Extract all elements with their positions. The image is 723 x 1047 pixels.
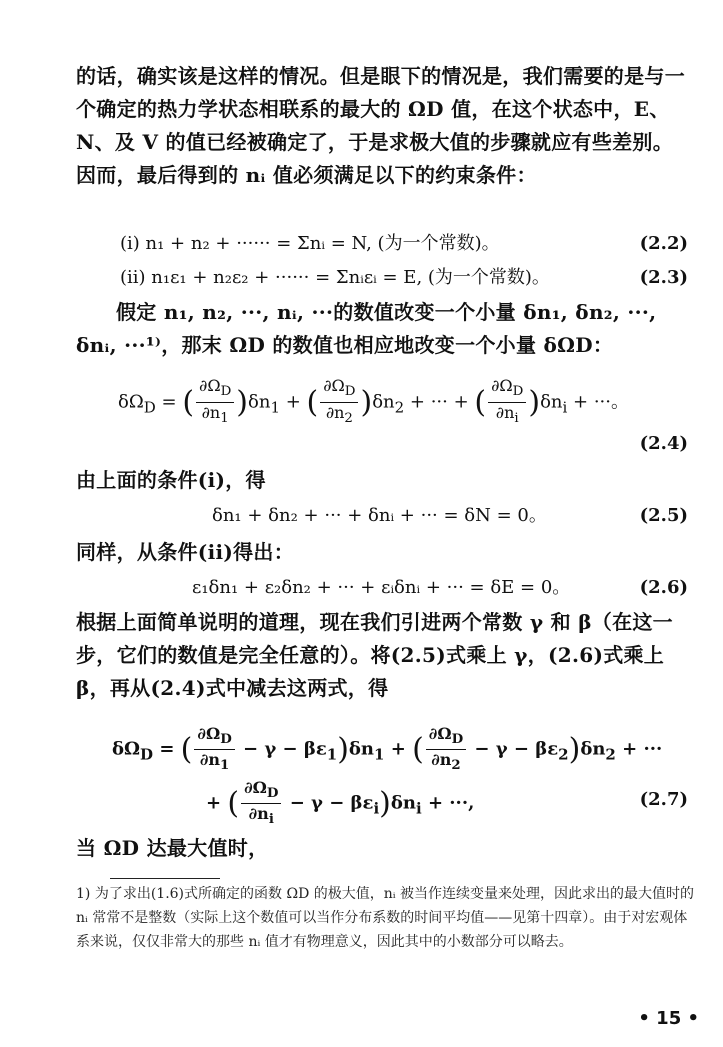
equation-2-5-number: (2.5)	[639, 505, 688, 526]
equation-2-2-expr: (i) n₁ + n₂ + ······ = Σnᵢ = N, (为一个常数)。	[120, 233, 500, 254]
equation-2-4-expr: $\delta\Omega_D$ = ( $\frac{\partial\Omega_D}{\partial n_1}$ )$\delta n_1$ + ( $\frac{\partial\Omega_D}{\partial n_2}$ )$\delta n_2$ + ··· + ( $\frac{\partial\Omega_D}{\partial n_i}$ )$\delta n_i$ + ···。	[118, 376, 630, 427]
equation-2-7-line2: + ( $\frac{\partial\Omega_D}{\partial n_i}$ − $\gamma - \beta\varepsilon_i)\delta n_i$ + ···,	[206, 778, 475, 828]
equation-2-7	[76, 784, 692, 816]
footnote-divider	[110, 878, 220, 879]
paragraph-5: 根据上面简单说明的道理，现在我们引进两个常数 γ 和 β（在这一步，它们的数值是完全任意的）。将(2.5)式乘上 γ，(2.6)式乘上 β，再从(2.4)式中减去这两式，得	[76, 610, 673, 700]
equation-2-5-expr: δn₁ + δn₂ + ··· + δnᵢ + ··· = δN = 0。	[212, 505, 547, 526]
equation-2-3-expr: (ii) n₁ε₁ + n₂ε₂ + ······ = Σnᵢεᵢ = E, (为一个常数)。	[120, 267, 550, 288]
footnote: 1) 为了求出(1.6)式所确定的函数 ΩD 的极大值，nᵢ 被当作连续变量来处理，因此求出的最大值时的 nᵢ 常常不是整数（实际上这个数值可以当作分布系数的时间平均值——见第十四章）。由于对宏观体系来说，仅仅非常大的那些 nᵢ 值才有物理意义，因此其中的小数部分可以略去。	[76, 886, 695, 950]
equation-2-5	[76, 500, 692, 532]
paragraph-3: 由上面的条件(i)，得	[76, 468, 266, 492]
paragraph-4: 同样，从条件(ii)得出：	[76, 540, 295, 564]
equation-2-6-expr: ε₁δn₁ + ε₂δn₂ + ··· + εᵢδnᵢ + ··· = δE = 0。	[192, 577, 571, 598]
equation-2-3	[76, 262, 692, 294]
equation-2-4	[76, 428, 692, 460]
equation-2-4-number: (2.4)	[639, 433, 688, 454]
equation-2-3-number: (2.3)	[639, 267, 688, 288]
page-number: • 15 •	[638, 1008, 699, 1029]
equation-2-2	[76, 228, 692, 260]
paragraph-1: 的话，确实该是这样的情况。但是眼下的情况是，我们需要的是与一个确定的热力学状态相联系的最大的 ΩD 值，在这个状态中，E、N、及 V 的值已经被确定了，于是求极大值的步骤就应有些差别。因而，最后得到的 nᵢ 值必须满足以下的约束条件：	[76, 64, 685, 187]
equation-2-6	[76, 572, 692, 604]
equation-2-7-line1: $\delta\Omega_D$ = ( $\frac{\partial\Omega_D}{\partial n_1}$ − $\gamma - \beta\varepsilon_1)\delta n_1$ + ( $\frac{\partial\Omega_D}{\partial n_2}$ − $\gamma - \beta\varepsilon_2)\delta n_2$ + ···	[112, 724, 663, 774]
paragraph-6: 当 ΩD 达最大值时，	[76, 836, 269, 860]
equation-2-7-number: (2.7)	[639, 789, 688, 810]
equation-2-2-number: (2.2)	[639, 233, 688, 254]
equation-2-6-number: (2.6)	[639, 577, 688, 598]
paragraph-2: 假定 n₁, n₂, ···, nᵢ, ···的数值改变一个小量 δn₁, δn₂, ···, δnᵢ, ···¹⁾，那末 ΩD 的数值也相应地改变一个小量 δΩD：	[76, 300, 657, 357]
